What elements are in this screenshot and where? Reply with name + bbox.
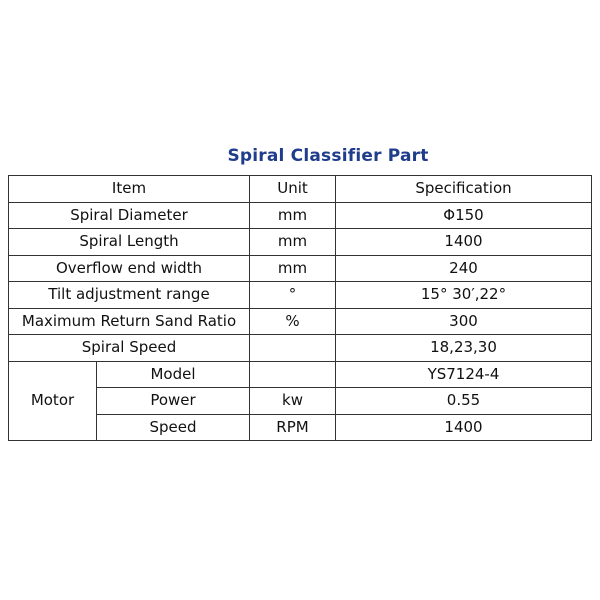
- row-spec: 15° 30′,22°: [336, 282, 592, 309]
- table-row: [9, 414, 592, 441]
- table-title: Spiral Classifier Part: [227, 146, 429, 166]
- row-unit: mm: [250, 255, 336, 282]
- spec-table: [8, 175, 592, 441]
- table-row: [9, 361, 592, 388]
- table-row: [9, 255, 592, 282]
- motor-group-label: Motor: [9, 361, 97, 441]
- row-spec: 240: [336, 255, 592, 282]
- row-spec: YS7124-4: [336, 361, 592, 388]
- table-row: [9, 202, 592, 229]
- row-item: Power: [97, 388, 250, 415]
- row-item: Speed: [97, 414, 250, 441]
- table-header-row: [9, 176, 592, 203]
- row-spec: 1400: [336, 229, 592, 256]
- row-unit: mm: [250, 229, 336, 256]
- row-spec: 0.55: [336, 388, 592, 415]
- row-unit: °: [250, 282, 336, 309]
- header-specification: Specification: [336, 176, 592, 203]
- row-spec: Φ150: [336, 202, 592, 229]
- table-row: [9, 282, 592, 309]
- table-row: [9, 388, 592, 415]
- row-spec: 18,23,30: [336, 335, 592, 362]
- row-unit: [250, 335, 336, 362]
- table-row: [9, 229, 592, 256]
- row-item: Model: [97, 361, 250, 388]
- row-unit: %: [250, 308, 336, 335]
- row-item: Spiral Speed: [9, 335, 250, 362]
- row-unit: RPM: [250, 414, 336, 441]
- table-row: [9, 308, 592, 335]
- row-item: Maximum Return Sand Ratio: [9, 308, 250, 335]
- table-row: [9, 335, 592, 362]
- row-unit: mm: [250, 202, 336, 229]
- row-unit: [250, 361, 336, 388]
- row-item: Spiral Length: [9, 229, 250, 256]
- header-item: Item: [9, 176, 250, 203]
- row-unit: kw: [250, 388, 336, 415]
- row-spec: 300: [336, 308, 592, 335]
- row-item: Tilt adjustment range: [9, 282, 250, 309]
- row-spec: 1400: [336, 414, 592, 441]
- row-item: Overflow end width: [9, 255, 250, 282]
- header-unit: Unit: [250, 176, 336, 203]
- row-item: Spiral Diameter: [9, 202, 250, 229]
